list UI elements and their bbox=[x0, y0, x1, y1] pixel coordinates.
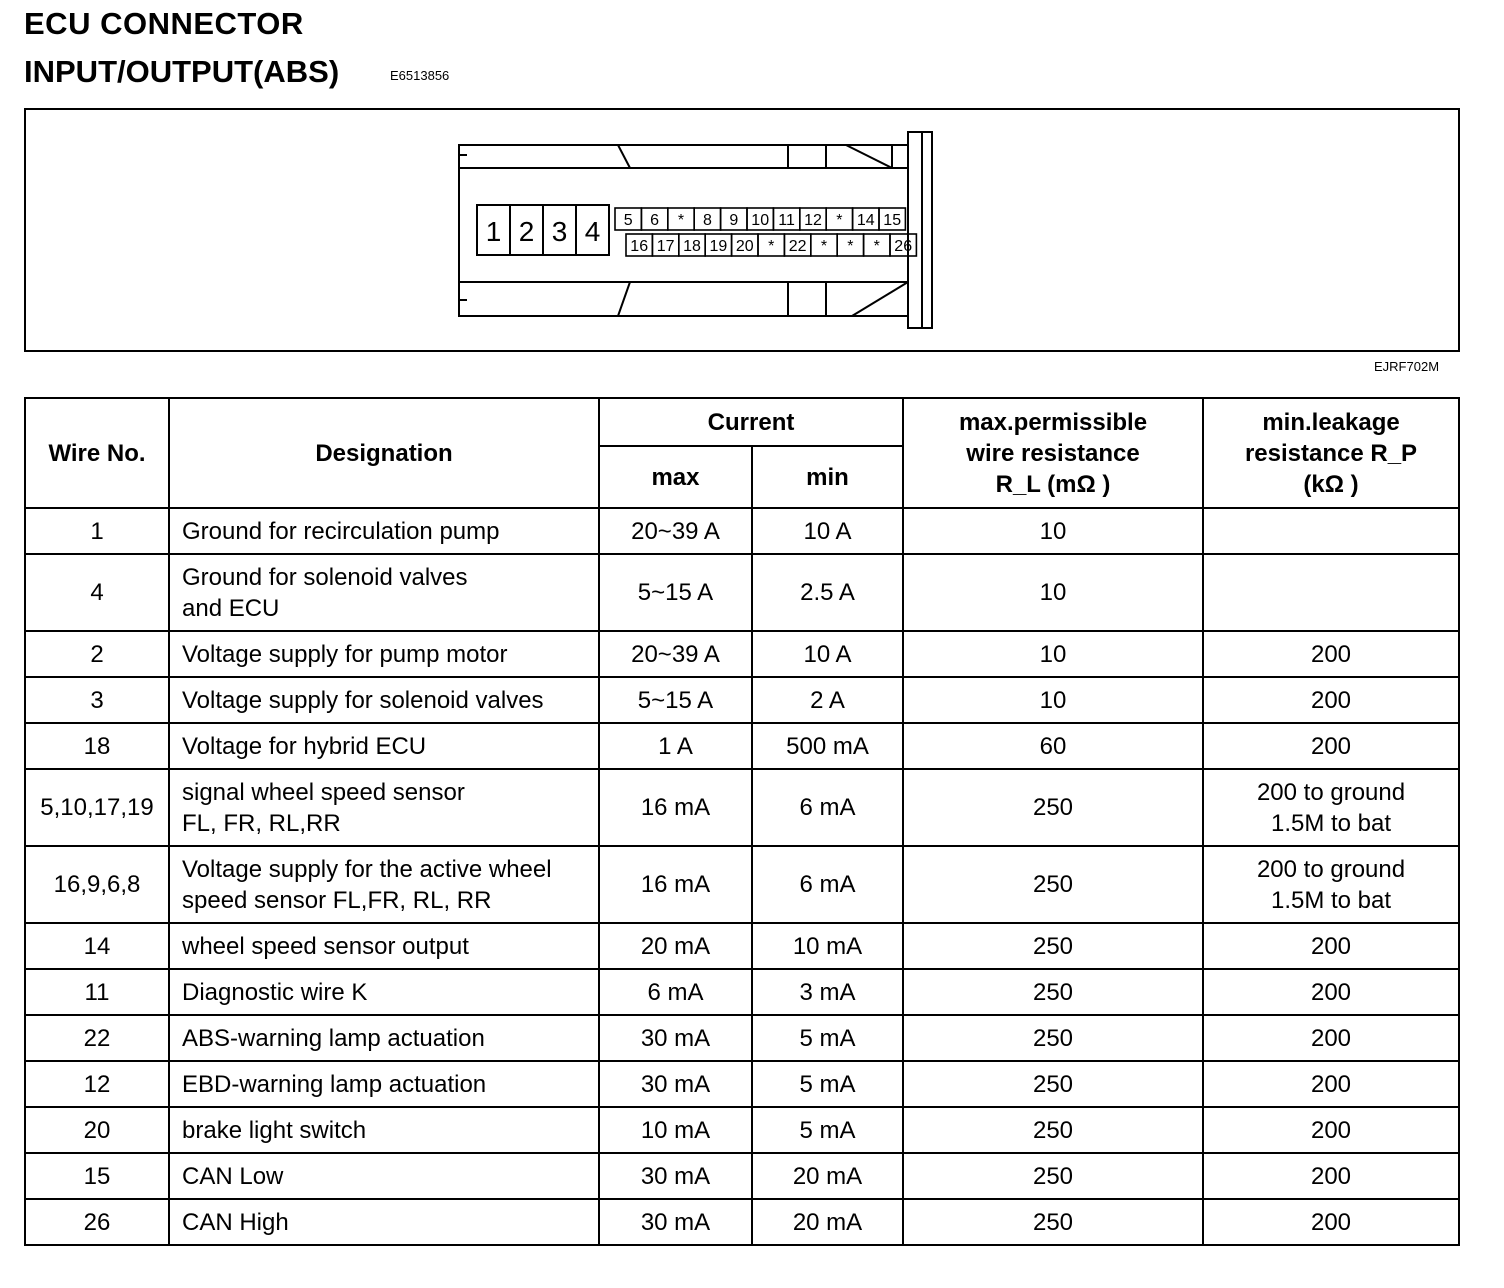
cell-current-max: 16 mA bbox=[599, 846, 752, 923]
table-row bbox=[25, 969, 1459, 1015]
col-header-wire: Wire No. bbox=[25, 398, 169, 508]
cell-wire-resistance: 10 bbox=[903, 677, 1203, 723]
table-row bbox=[25, 846, 1459, 923]
designation-line1: CAN High bbox=[182, 1208, 289, 1236]
table-row bbox=[25, 677, 1459, 723]
table-row bbox=[25, 508, 1459, 554]
cell-wire-no: 14 bbox=[25, 923, 169, 969]
wire-resistance-line1: max.permissible bbox=[958, 408, 1148, 436]
cell-wire-resistance: 250 bbox=[903, 1199, 1203, 1245]
leakage-line1: 200 bbox=[1310, 978, 1352, 1006]
cell-current-min: 5 mA bbox=[752, 1107, 903, 1153]
table-row bbox=[25, 1107, 1459, 1153]
cell-current-min: 2.5 A bbox=[752, 554, 903, 631]
cell-wire-resistance: 250 bbox=[903, 1015, 1203, 1061]
cell-wire-no: 22 bbox=[25, 1015, 169, 1061]
cell-current-min: 2 A bbox=[752, 677, 903, 723]
cell-current-max: 5~15 A bbox=[599, 677, 752, 723]
cell-current-max: 16 mA bbox=[599, 769, 752, 846]
cell-designation bbox=[169, 1107, 599, 1153]
cell-current-max: 20~39 A bbox=[599, 508, 752, 554]
pin-label-small: 15 bbox=[883, 212, 902, 229]
pin-label-unused: * bbox=[820, 238, 828, 255]
designation-line1: Voltage supply for pump motor bbox=[182, 640, 508, 668]
cell-designation bbox=[169, 1153, 599, 1199]
cell-current-min: 10 A bbox=[752, 508, 903, 554]
table-row bbox=[25, 769, 1459, 846]
cell-leakage-resistance bbox=[1203, 1199, 1459, 1245]
leakage-line3: (kΩ ) bbox=[1303, 470, 1359, 498]
cell-wire-resistance: 250 bbox=[903, 969, 1203, 1015]
table-row bbox=[25, 1015, 1459, 1061]
table-row bbox=[25, 923, 1459, 969]
cell-designation bbox=[169, 969, 599, 1015]
cell-designation bbox=[169, 1015, 599, 1061]
cell-leakage-resistance bbox=[1203, 1153, 1459, 1199]
cell-wire-resistance: 250 bbox=[903, 1153, 1203, 1199]
cell-wire-resistance: 60 bbox=[903, 723, 1203, 769]
pin-label-small: 5 bbox=[623, 212, 633, 229]
page-subtitle: INPUT/OUTPUT(ABS) bbox=[24, 54, 340, 89]
cell-designation bbox=[169, 677, 599, 723]
cell-current-min: 10 mA bbox=[752, 923, 903, 969]
designation-line1: wheel speed sensor output bbox=[182, 932, 469, 960]
cell-current-max: 20 mA bbox=[599, 923, 752, 969]
pin-label-small: 8 bbox=[702, 212, 712, 229]
designation-line2: and ECU bbox=[182, 594, 280, 622]
designation-line2: speed sensor FL,FR, RL, RR bbox=[182, 886, 492, 914]
cell-wire-no: 2 bbox=[25, 631, 169, 677]
leakage-line1: 200 to ground bbox=[1256, 778, 1406, 806]
pin-label-unused: * bbox=[873, 238, 880, 255]
leakage-line1: 200 bbox=[1310, 1116, 1352, 1144]
leakage-line1: 200 bbox=[1310, 932, 1352, 960]
cell-wire-resistance: 250 bbox=[903, 923, 1203, 969]
cell-wire-resistance: 10 bbox=[903, 508, 1203, 554]
cell-current-max: 30 mA bbox=[599, 1199, 752, 1245]
cell-current-min: 10 A bbox=[752, 631, 903, 677]
cell-wire-no: 12 bbox=[25, 1061, 169, 1107]
leakage-line2: resistance R_P bbox=[1244, 439, 1418, 467]
large-pin-row bbox=[477, 205, 609, 255]
cell-current-max: 10 mA bbox=[599, 1107, 752, 1153]
connector-diagram-frame bbox=[24, 108, 1460, 352]
cell-current-max: 30 mA bbox=[599, 1015, 752, 1061]
wire-resistance-line3: R_L (mΩ ) bbox=[995, 470, 1111, 498]
pin-label-small: 18 bbox=[683, 238, 701, 255]
cell-designation bbox=[169, 631, 599, 677]
designation-line1: Ground for solenoid valves bbox=[182, 563, 468, 591]
leakage-line1: 200 bbox=[1310, 1070, 1352, 1098]
pin-label-small: 22 bbox=[788, 238, 807, 255]
cell-wire-resistance: 250 bbox=[903, 769, 1203, 846]
cell-leakage-resistance bbox=[1203, 677, 1459, 723]
pin-label-unused: * bbox=[768, 238, 775, 255]
pin-label-small: 19 bbox=[709, 238, 728, 255]
cell-wire-no: 20 bbox=[25, 1107, 169, 1153]
small-pin-rows bbox=[615, 208, 916, 256]
designation-line1: ABS-warning lamp actuation bbox=[182, 1024, 485, 1052]
designation-line1: CAN Low bbox=[182, 1162, 284, 1190]
table-row bbox=[25, 1153, 1459, 1199]
pin-label-small: 12 bbox=[804, 212, 822, 229]
cell-current-min: 3 mA bbox=[752, 969, 903, 1015]
cell-wire-no: 26 bbox=[25, 1199, 169, 1245]
pin-label-unused: * bbox=[836, 212, 843, 229]
cell-current-min: 20 mA bbox=[752, 1153, 903, 1199]
cell-wire-no: 4 bbox=[25, 554, 169, 631]
cell-leakage-resistance bbox=[1203, 554, 1459, 631]
col-header-designation: Designation bbox=[169, 398, 599, 508]
cell-leakage-resistance bbox=[1203, 508, 1459, 554]
cell-wire-no: 3 bbox=[25, 677, 169, 723]
cell-leakage-resistance bbox=[1203, 769, 1459, 846]
cell-current-max: 30 mA bbox=[599, 1153, 752, 1199]
cell-current-min: 6 mA bbox=[752, 846, 903, 923]
table-row bbox=[25, 1061, 1459, 1107]
cell-current-max: 20~39 A bbox=[599, 631, 752, 677]
col-header-current: Current bbox=[599, 398, 903, 446]
cell-wire-resistance: 250 bbox=[903, 1061, 1203, 1107]
designation-line1: EBD-warning lamp actuation bbox=[182, 1070, 487, 1098]
figure-code: EJRF702M bbox=[1374, 359, 1440, 374]
cell-current-max: 1 A bbox=[599, 723, 752, 769]
col-header-leakage-resistance bbox=[1203, 398, 1459, 508]
col-header-current-min: min bbox=[752, 446, 903, 508]
cell-wire-no: 5,10,17,19 bbox=[25, 769, 169, 846]
designation-line2: FL, FR, RL,RR bbox=[182, 809, 341, 837]
pin-label-small: 20 bbox=[735, 238, 754, 255]
table-row bbox=[25, 1199, 1459, 1245]
cell-current-max: 5~15 A bbox=[599, 554, 752, 631]
pin-label-small: 17 bbox=[656, 238, 675, 255]
table-row bbox=[25, 631, 1459, 677]
designation-line1: Voltage for hybrid ECU bbox=[182, 732, 427, 760]
leakage-line1: 200 bbox=[1310, 1208, 1352, 1236]
leakage-line2: 1.5M to bat bbox=[1270, 886, 1392, 914]
cell-leakage-resistance bbox=[1203, 1107, 1459, 1153]
pin-label-small: 6 bbox=[650, 212, 660, 229]
designation-line1: Ground for recirculation pump bbox=[182, 517, 500, 545]
cell-wire-no: 11 bbox=[25, 969, 169, 1015]
cell-current-min: 5 mA bbox=[752, 1015, 903, 1061]
cell-wire-no: 18 bbox=[25, 723, 169, 769]
pin-label-large: 4 bbox=[584, 216, 601, 247]
cell-designation bbox=[169, 723, 599, 769]
table-row bbox=[25, 554, 1459, 631]
cell-designation bbox=[169, 923, 599, 969]
designation-line1: Voltage supply for solenoid valves bbox=[182, 686, 544, 714]
cell-wire-resistance: 250 bbox=[903, 1107, 1203, 1153]
cell-designation bbox=[169, 846, 599, 923]
cell-wire-no: 16,9,6,8 bbox=[25, 846, 169, 923]
cell-designation bbox=[169, 1061, 599, 1107]
pin-label-unused: * bbox=[847, 238, 854, 255]
cell-leakage-resistance bbox=[1203, 631, 1459, 677]
cell-wire-resistance: 10 bbox=[903, 631, 1203, 677]
pin-label-small: 14 bbox=[856, 212, 875, 229]
leakage-line1: 200 to ground bbox=[1256, 855, 1406, 883]
pin-label-small: 26 bbox=[894, 238, 913, 255]
cell-leakage-resistance bbox=[1203, 1015, 1459, 1061]
document-code: E6513856 bbox=[390, 68, 450, 83]
pin-label-unused: * bbox=[677, 212, 685, 229]
leakage-line1: 200 bbox=[1310, 1162, 1352, 1190]
cell-current-min: 500 mA bbox=[752, 723, 903, 769]
pin-label-large: 3 bbox=[551, 216, 568, 247]
cell-designation bbox=[169, 1199, 599, 1245]
cell-current-max: 6 mA bbox=[599, 969, 752, 1015]
page-title: ECU CONNECTOR bbox=[24, 6, 304, 41]
cell-current-min: 20 mA bbox=[752, 1199, 903, 1245]
designation-line1: Diagnostic wire K bbox=[182, 978, 368, 1006]
cell-designation bbox=[169, 554, 599, 631]
leakage-line1: 200 bbox=[1310, 640, 1352, 668]
cell-leakage-resistance bbox=[1203, 969, 1459, 1015]
wire-resistance-line2: wire resistance bbox=[966, 439, 1140, 467]
col-header-wire-resistance bbox=[903, 398, 1203, 508]
designation-line1: brake light switch bbox=[182, 1116, 367, 1144]
cell-current-max: 30 mA bbox=[599, 1061, 752, 1107]
pin-label-small: 11 bbox=[778, 212, 795, 229]
pin-label-small: 9 bbox=[729, 212, 739, 229]
cell-wire-no: 15 bbox=[25, 1153, 169, 1199]
cell-leakage-resistance bbox=[1203, 723, 1459, 769]
designation-line1: Voltage supply for the active wheel bbox=[182, 855, 552, 883]
leakage-line1: min.leakage bbox=[1262, 408, 1400, 436]
table-row bbox=[25, 723, 1459, 769]
leakage-line1: 200 bbox=[1310, 1024, 1352, 1052]
cell-current-min: 6 mA bbox=[752, 769, 903, 846]
cell-wire-no: 1 bbox=[25, 508, 169, 554]
cell-leakage-resistance bbox=[1203, 923, 1459, 969]
cell-current-min: 5 mA bbox=[752, 1061, 903, 1107]
cell-leakage-resistance bbox=[1203, 846, 1459, 923]
leakage-line1: 200 bbox=[1310, 686, 1352, 714]
io-spec-table bbox=[24, 397, 1460, 1246]
cell-designation bbox=[169, 769, 599, 846]
pin-label-small: 10 bbox=[751, 212, 770, 229]
cell-wire-resistance: 10 bbox=[903, 554, 1203, 631]
designation-line1: signal wheel speed sensor bbox=[182, 778, 465, 806]
cell-leakage-resistance bbox=[1203, 1061, 1459, 1107]
cell-wire-resistance: 250 bbox=[903, 846, 1203, 923]
col-header-current-max: max bbox=[599, 446, 752, 508]
pin-label-small: 16 bbox=[630, 238, 649, 255]
connector-diagram bbox=[26, 110, 1458, 350]
pin-label-large: 1 bbox=[485, 216, 502, 247]
cell-designation bbox=[169, 508, 599, 554]
leakage-line1: 200 bbox=[1310, 732, 1352, 760]
pin-label-large: 2 bbox=[518, 216, 535, 247]
leakage-line2: 1.5M to bat bbox=[1270, 809, 1392, 837]
